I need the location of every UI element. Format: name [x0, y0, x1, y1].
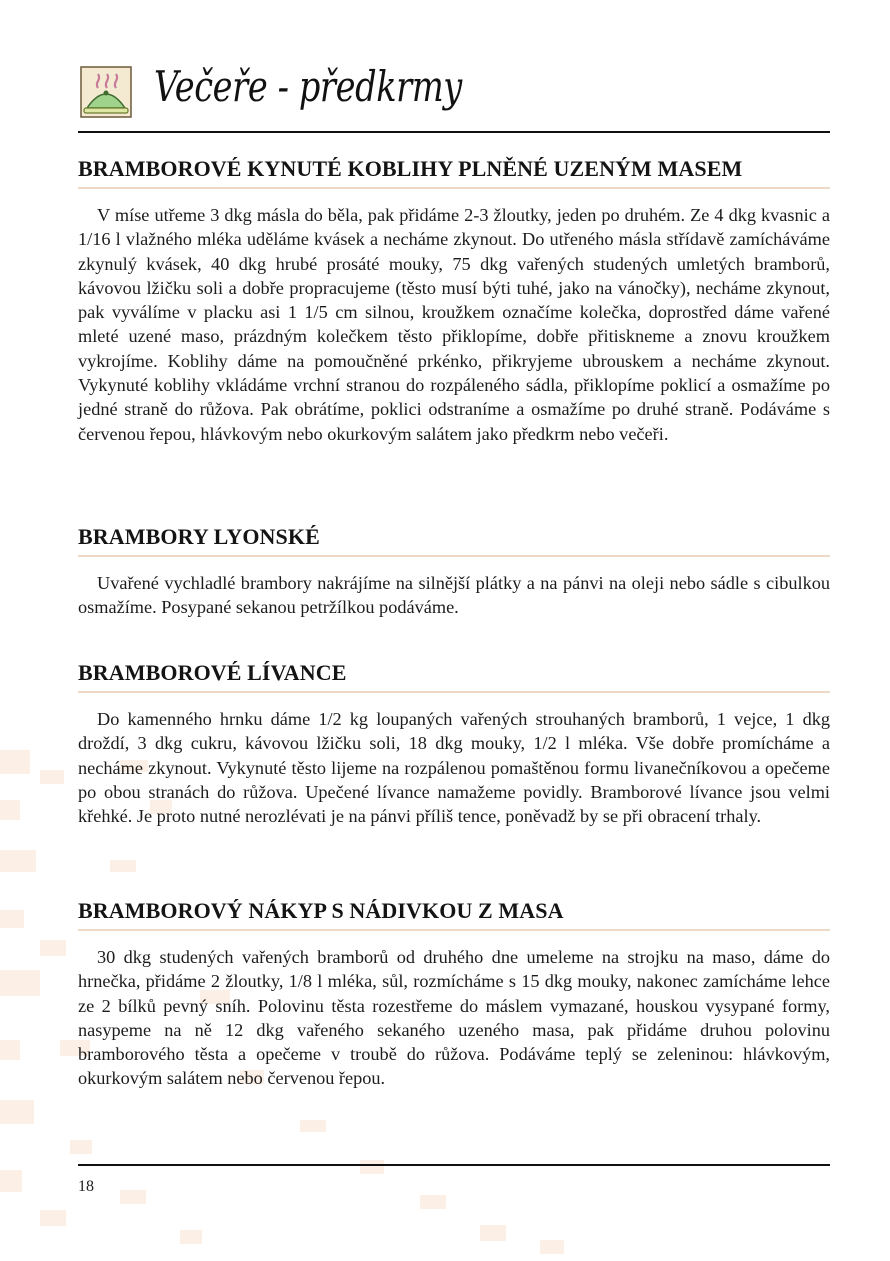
recipe-section: [78, 524, 830, 620]
recipe-text: 30 dkg studených vařených bramborů od druhého dne umeleme na strojku na maso, dáme do hrnečka, přidáme 2 žloutky, 1/8 l mléka, sůl, rozmícháme s 15 dkg mouky, nakonec zamícháme lehce ze 2 bílků pevný sníh. Polovinu těsta rozestřeme do máslem vymazané, houskou vysypané formy, nasypeme na ně 12 dkg vařeného sekaného uzeného masa, pak přidáme druhou polovinu bramborového těsta a opečeme v troubě do růžova. Podáváme teplý se zeleninou: hlávkovým, okurkovým salátem nebo červenou řepou.: [78, 947, 830, 1089]
covered-dish-icon: [80, 66, 132, 118]
recipe-section: [78, 898, 830, 1091]
recipe-text: Uvařené vychladlé brambory nakrájíme na silnější plátky a na pánvi na oleji nebo sádle s cibulkou osmažíme. Posypané sekanou petržílkou podáváme.: [78, 573, 830, 618]
recipe-heading: BRAMBOROVÉ KYNUTÉ KOBLIHY PLNĚNÉ UZENÝM MASEM: [78, 156, 830, 189]
recipe-section: [78, 660, 830, 828]
recipe-section: [78, 156, 830, 446]
page-header: [78, 58, 830, 132]
footer-rule: [78, 1164, 830, 1166]
recipe-heading: BRAMBOROVÝ NÁKYP S NÁDIVKOU Z MASA: [78, 898, 830, 931]
recipe-heading: BRAMBOROVÉ LÍVANCE: [78, 660, 830, 693]
recipe-text: Do kamenného hrnku dáme 1/2 kg loupaných vařených strouhaných bramborů, 1 vejce, 1 dkg droždí, 3 dkg cukru, kávovou lžičku soli, 18 dkg mouky, 1/2 l mléka. Vše dobře promícháme a necháme zkynout. Vykynuté těsto lijeme na rozpálenou pomaštěnou formu livanečníkovou a opečeme po obou stranách do růžova. Upečené lívance namažeme povidly. Bramborové lívance jsou velmi křehké. Je proto nutné nerozlévati je na pánvi příliš tence, poněvadž by se při obracení trhaly.: [78, 709, 830, 827]
page-number: 18: [78, 1178, 94, 1195]
recipe-text: V míse utřeme 3 dkg másla do běla, pak přidáme 2-3 žloutky, jeden po druhém. Ze 4 dkg kvasnic a 1/16 l vlažného mléka uděláme kvásek a necháme zkynout. Do utřeného másla střídavě zamícháváme zkynulý kvásek, 40 dkg hrubé prosáté mouky, 75 dkg vařených studených umletých bramborů, kávovou lžičku soli a dobře propracujeme (těsto musí býti tuhé, jako na vánočky), necháme zkynout, pak vyválíme v placku asi 1 1/5 cm silnou, kroužkem označíme kolečka, doprostřed dáme vařené mleté uzené maso, prázdným kolečkem těsto přiklopíme, dobře přitiskneme a znovu kroužkem vykrojíme. Koblihy dáme na pomoučněné prkénko, přikryjeme ubrouskem a necháme zkynout. Vykynuté koblihy vkládáme vrchní stranou do rozpáleného sádla, přiklopíme poklicí a osmažíme po jedné straně do růžova. Pak obrátíme, poklici odstraníme a osmažíme po druhé straně. Podáváme s červenou řepou, hlávkovým nebo okurkovým salátem jako předkrm nebo večeři.: [78, 205, 830, 444]
recipe-heading: BRAMBORY LYONSKÉ: [78, 524, 830, 557]
page-title: Večeře - předkrmy: [154, 62, 462, 111]
header-rule: [78, 131, 830, 133]
